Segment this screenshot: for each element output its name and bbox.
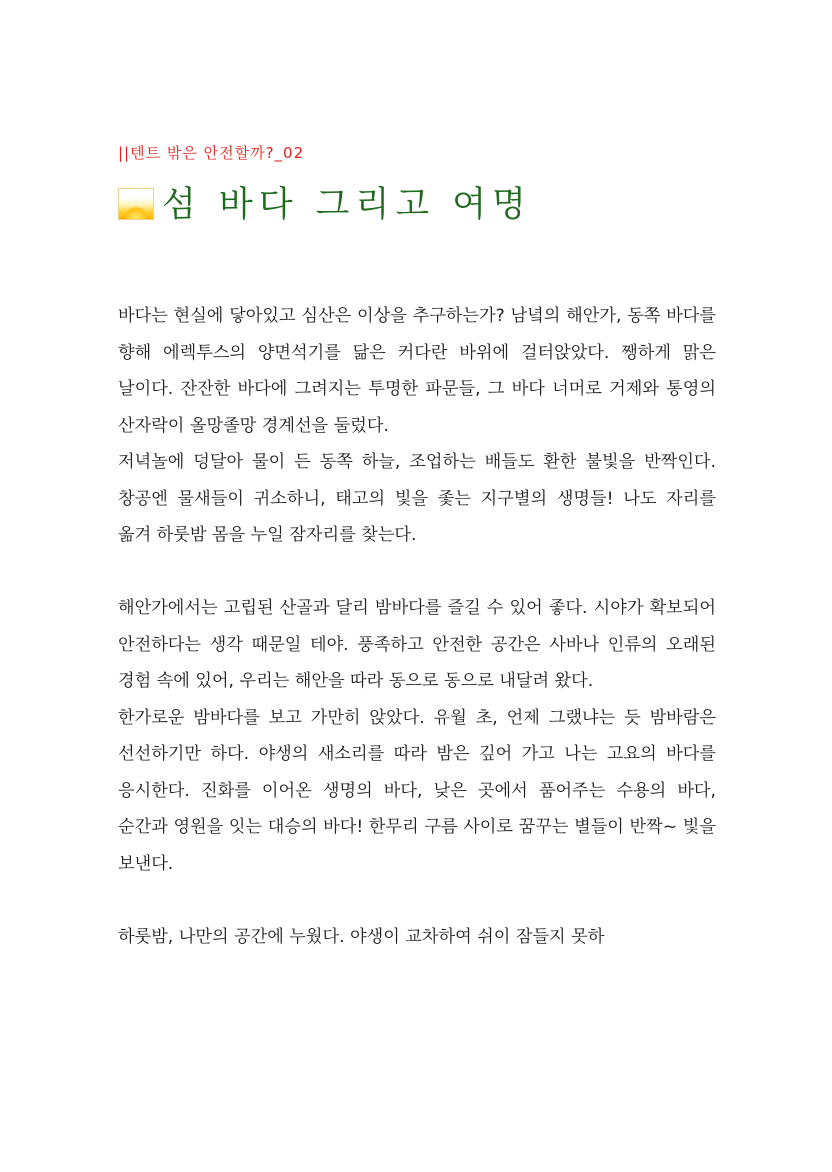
paragraph: 한가로운 밤바다를 보고 가만히 앉았다. 유월 초, 언제 그랬냐는 듯 밤바람은 선선하기만 하다. 야생의 새소리를 따라 밤은 깊어 가고 나는 고요의 바다를 응시한다. 진화를 이어온 생명의 바다, 낮은 곳에서 품어주는 수용의 바다, 순간과 영원을 잇는 대승의 바다! 한무리 구름 사이로 꿈꾸는 별들이 반짝~ 빛을 보낸다. (118, 707, 716, 874)
paragraph: 하룻밤, 나만의 공간에 누웠다. 야생이 교차하여 쉬이 잠들지 못하 (118, 926, 605, 947)
page-title: 섬 바다 그리고 여명 (162, 185, 532, 225)
essay-body (118, 298, 716, 955)
paragraph: 해안가에서는 고립된 산골과 달리 밤바다를 즐길 수 있어 좋다. 시야가 확보되어 안전하다는 생각 때문일 테야. 풍족하고 안전한 공간은 사바나 인류의 오래된 경험 속에 있어, 우리는 해안을 따라 동으로 동으로 내달려 왔다. (118, 598, 716, 691)
series-subtitle: ||텐트 밖은 안전할까?_02 (118, 144, 305, 162)
paragraph: 바다는 현실에 닿아있고 심산은 이상을 추구하는가? 남녘의 해안가, 동쪽 바다를 향해 에렉투스의 양면석기를 닮은 커다란 바위에 걸터앉았다. 쨍하게 맑은 날이다. 잔잔한 바다에 그려지는 투명한 파문들, 그 바다 너머로 거제와 통영의 산자락이 올망졸망 경계선을 둘렀다. (118, 306, 716, 436)
paragraph: 저녁놀에 덩달아 물이 든 동쪽 하늘, 조업하는 배들도 환한 불빛을 반짝인다. 창공엔 물새들이 귀소하니, 태고의 빛을 좇는 지구별의 생명들! 나도 자리를 옮겨 하룻밤 몸을 누일 잠자리를 찾는다. (118, 452, 716, 545)
paragraph-gap (118, 554, 716, 591)
paragraph-gap (118, 882, 716, 919)
title-row (118, 178, 532, 226)
sunrise-icon (118, 188, 154, 220)
